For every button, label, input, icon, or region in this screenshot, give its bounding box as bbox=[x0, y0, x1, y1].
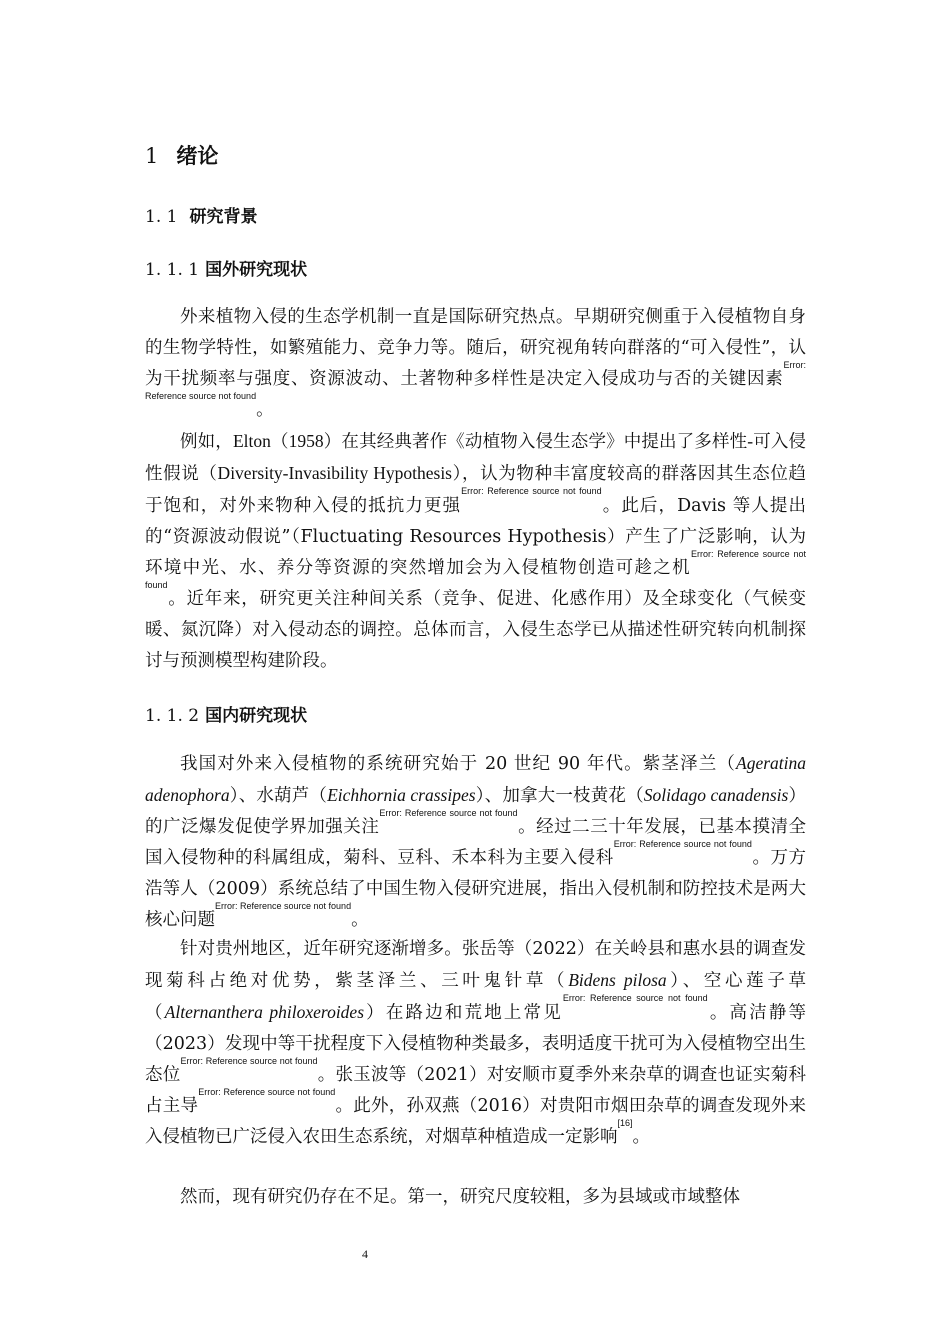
text-run: 。 bbox=[632, 1127, 651, 1147]
reference-error: Error: Reference source not found bbox=[562, 993, 708, 1003]
section-number: 1. 1 bbox=[145, 207, 178, 227]
reference-error: Error: Reference source not found bbox=[145, 360, 806, 401]
text-run: 。此后，Davis 等人提出的“资源波动假说”（Fluctuating Resources Hypothesis）产生了广泛影响，认为环境中光、水、养分等资源的突然增加会为入侵植物创造可趁之机 bbox=[145, 496, 806, 578]
text-run: 。经过二三十年发展，已基本摸清全国入侵物种的科属组成，菊科、豆科、禾本科为主要入侵科 bbox=[145, 817, 807, 868]
reference-error: Error: Reference source not found bbox=[379, 808, 518, 818]
page-number: 4 bbox=[362, 1247, 368, 1261]
text-run: 例如， bbox=[180, 432, 233, 452]
section-heading bbox=[145, 202, 257, 227]
chapter-title: 绪论 bbox=[176, 143, 219, 168]
subsection-number: 1. 1. 1 bbox=[145, 260, 200, 280]
paragraph bbox=[145, 748, 806, 936]
species-name: Bidens pilosa bbox=[568, 970, 667, 990]
chapter-heading bbox=[145, 140, 218, 170]
paragraph bbox=[145, 1182, 806, 1213]
text-run: ）、加拿大一枝黄花（ bbox=[475, 786, 644, 806]
text-run: 。张玉波等（2021）对安顺市夏季外来杂草的调查也证实菊科占主导 bbox=[145, 1065, 806, 1116]
text-run: ）的广泛爆发促使学界加强关注 bbox=[145, 786, 806, 837]
text-run: ）、空心莲子草（ bbox=[145, 971, 807, 1023]
text-run: 。近年来，研究更关注种间关系（竞争、促进、化感作用）及全球变化（气候变暖、氮沉降）对入侵动态的调控。总体而言，入侵生态学已从描述性研究转向机制探讨与预测模型构建阶段。 bbox=[145, 589, 806, 671]
subsection-heading-foreign bbox=[145, 255, 307, 280]
text-run: 。 bbox=[256, 400, 274, 420]
paragraph bbox=[145, 934, 806, 1153]
text-run: 外来植物入侵的生态学机制一直是国际研究热点。早期研究侧重于入侵植物自身的生物学特性，如繁殖能力、竞争力等。随后，研究视角转向群落的“可入侵性”，认为干扰频率与强度、资源波动、土著物种多样性是决定入侵成功与否的关键因素 bbox=[145, 307, 806, 389]
text-run: 然而，现有研究仍存在不足。第一，研究尺度较粗，多为县域或市域整体 bbox=[180, 1187, 740, 1207]
subsection-number: 1. 1. 2 bbox=[145, 706, 200, 726]
reference-error: Error: Reference source not found bbox=[215, 901, 352, 911]
species-name: Solidago canadensis bbox=[643, 785, 789, 805]
reference-error: Error: Reference source not found bbox=[145, 549, 806, 590]
species-name: Eichhornia crassipes bbox=[327, 785, 476, 805]
species-name: Ageratina adenophora bbox=[145, 753, 806, 805]
text-run: Elton（1958）在其经典著作《动植物入侵生态学》中提出了多样性-可入侵性假说（Diversity-Invasibility Hypothesis），认为物种丰富度较高的群落因其生态位趋于饱和，对外来物种入侵的抵抗力更强 bbox=[145, 431, 806, 515]
paragraph bbox=[145, 426, 806, 677]
text-run: 。此外，孙双燕（2016）对贵阳市烟田杂草的调查发现外来入侵植物已广泛侵入农田生态系统，对烟草种植造成一定影响 bbox=[145, 1096, 806, 1147]
subsection-heading-domestic bbox=[145, 701, 307, 726]
text-run: 。万方浩等人（2009）系统总结了中国生物入侵研究进展，指出入侵机制和防控技术是两大核心问题 bbox=[145, 848, 807, 930]
text-run: ）在路边和荒地上常见 bbox=[364, 1003, 563, 1023]
subsection-title: 国内研究现状 bbox=[205, 706, 308, 726]
citation-16: [16] bbox=[617, 1118, 633, 1128]
chapter-number: 1 bbox=[145, 144, 159, 168]
reference-error: Error: Reference source not found bbox=[198, 1087, 336, 1097]
text-run: 我国对外来入侵植物的系统研究始于 20 世纪 90 年代。紫茎泽兰（ bbox=[180, 754, 736, 774]
text-run: 。高洁静等（2023）发现中等干扰程度下入侵植物种类最多，表明适度干扰可为入侵植物空出生态位 bbox=[145, 1003, 807, 1085]
reference-error: Error: Reference source not found bbox=[180, 1056, 318, 1066]
subsection-title: 国外研究现状 bbox=[205, 260, 308, 280]
text-run: 。 bbox=[351, 910, 369, 930]
section-title: 研究背景 bbox=[189, 207, 258, 227]
text-run: 针对贵州地区，近年研究逐渐增多。张岳等（2022）在关岭县和惠水县的调查发现菊科占绝对优势，紫茎泽兰、三叶鬼针草（ bbox=[145, 939, 806, 991]
reference-error: Error: Reference source not found bbox=[461, 486, 602, 496]
species-name: Alternanthera philoxeroides bbox=[164, 1002, 365, 1022]
reference-error: Error: Reference source not found bbox=[613, 839, 752, 849]
text-run: ）、水葫芦（ bbox=[229, 786, 328, 806]
paragraph bbox=[145, 302, 806, 426]
